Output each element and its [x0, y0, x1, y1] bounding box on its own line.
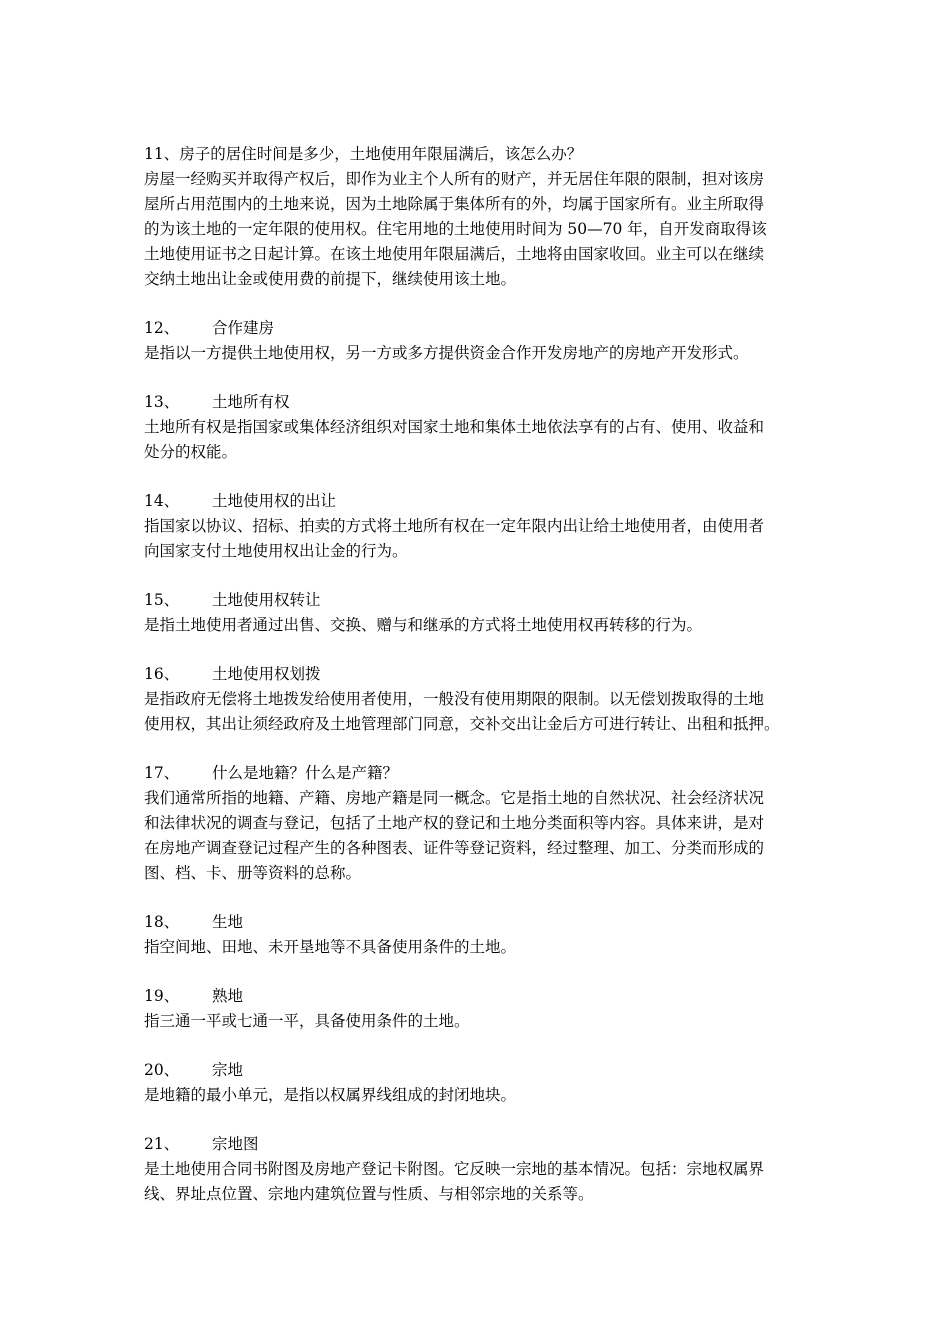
- section-title: 土地使用权的出让: [212, 492, 337, 510]
- section-body-line: 是地籍的最小单元，是指以权属界线组成的封闭地块。: [144, 1086, 517, 1104]
- faq-section-16: [144, 662, 812, 737]
- section-heading: [144, 142, 812, 167]
- faq-section-17: [144, 761, 812, 886]
- section-body-line: 使用权，其出让须经政府及土地管理部门同意，交补交出让金后方可进行转让、出租和抵押。: [144, 715, 780, 733]
- section-body-line: 我们通常所指的地籍、产籍、房地产籍是同一概念。它是指土地的自然状况、社会经济状况: [144, 789, 765, 807]
- section-body-line: 是土地使用合同书附图及房地产登记卡附图。它反映一宗地的基本情况。包括：宗地权属界: [144, 1160, 765, 1178]
- section-number: 12、: [144, 319, 180, 337]
- section-title: 土地所有权: [212, 393, 290, 411]
- section-body-line: 的为该土地的一定年限的使用权。住宅用地的土地使用时间为 50—70 年，自开发商取得该: [144, 220, 767, 238]
- section-heading: [144, 910, 812, 935]
- section-number: 21、: [144, 1135, 180, 1153]
- section-body-line: 图、档、卡、册等资料的总称。: [144, 864, 362, 882]
- section-body-line: 是指以一方提供土地使用权，另一方或多方提供资金合作开发房地产的房地产开发形式。: [144, 344, 749, 362]
- faq-section-14: [144, 489, 812, 564]
- section-body-line: 指三通一平或七通一平，具备使用条件的土地。: [144, 1012, 470, 1030]
- section-body-line: 土地所有权是指国家或集体经济组织对国家土地和集体土地依法享有的占有、使用、收益和: [144, 418, 765, 436]
- section-number: 14、: [144, 492, 180, 510]
- section-heading: [144, 1132, 812, 1157]
- section-number: 19、: [144, 987, 180, 1005]
- faq-section-18: [144, 910, 812, 960]
- section-heading: [144, 761, 812, 786]
- section-body-line: 处分的权能。: [144, 443, 238, 461]
- section-number: 17、: [144, 764, 180, 782]
- section-body-line: 在房地产调查登记过程产生的各种图表、证件等登记资料，经过整理、加工、分类而形成的: [144, 839, 765, 857]
- faq-section-20: [144, 1058, 812, 1108]
- faq-section-13: [144, 390, 812, 465]
- faq-section-15: [144, 588, 812, 638]
- section-body-line: 线、界址点位置、宗地内建筑位置与性质、与相邻宗地的关系等。: [144, 1185, 594, 1203]
- section-title: 熟地: [212, 987, 244, 1005]
- section-heading: [144, 984, 812, 1009]
- section-heading: [144, 316, 812, 341]
- section-title: 宗地: [212, 1061, 244, 1079]
- section-body-line: 向国家支付土地使用权出让金的行为。: [144, 542, 408, 560]
- section-heading: [144, 1058, 812, 1083]
- section-body-line: 房屋一经购买并取得产权后，即作为业主个人所有的财产，并无居住年限的限制，担对该房: [144, 170, 765, 188]
- section-number: 18、: [144, 913, 180, 931]
- faq-section-19: [144, 984, 812, 1034]
- section-heading: [144, 662, 812, 687]
- section-body-line: 交纳土地出让金或使用费的前提下，继续使用该土地。: [144, 270, 517, 288]
- section-heading: [144, 489, 812, 514]
- section-title: 什么是地籍？什么是产籍？: [212, 764, 399, 782]
- section-heading: [144, 390, 812, 415]
- section-body-line: 和法律状况的调查与登记，包括了土地产权的登记和土地分类面积等内容。具体来讲，是对: [144, 814, 765, 832]
- section-heading: [144, 588, 812, 613]
- section-body-line: 是指政府无偿将土地拨发给使用者使用，一般没有使用期限的限制。以无偿划拨取得的土地: [144, 690, 765, 708]
- section-body-line: 指空间地、田地、未开垦地等不具备使用条件的土地。: [144, 938, 517, 956]
- section-title: 生地: [212, 913, 244, 931]
- document-content: [144, 142, 812, 1231]
- section-body-line: 土地使用证书之日起计算。在该土地使用年限届满后，土地将由国家收回。业主可以在继续: [144, 245, 765, 263]
- section-number: 15、: [144, 591, 180, 609]
- section-number: 16、: [144, 665, 180, 683]
- faq-section-11: [144, 142, 812, 292]
- section-number: 13、: [144, 393, 180, 411]
- section-body-line: 是指土地使用者通过出售、交换、赠与和继承的方式将土地使用权再转移的行为。: [144, 616, 703, 634]
- section-title: 土地使用权划拨: [212, 665, 321, 683]
- section-title: 房子的居住时间是多少，土地使用年限届满后，该怎么办？: [179, 145, 583, 163]
- section-body-line: 指国家以协议、招标、拍卖的方式将土地所有权在一定年限内出让给土地使用者，由使用者: [144, 517, 765, 535]
- faq-section-21: [144, 1132, 812, 1207]
- section-title: 土地使用权转让: [212, 591, 321, 609]
- section-body-line: 屋所占用范围内的土地来说，因为土地除属于集体所有的外，均属于国家所有。业主所取得: [144, 195, 765, 213]
- section-number: 20、: [144, 1061, 180, 1079]
- section-title: 宗地图: [212, 1135, 259, 1153]
- section-title: 合作建房: [212, 319, 275, 337]
- faq-section-12: [144, 316, 812, 366]
- section-number: 11、: [144, 145, 180, 163]
